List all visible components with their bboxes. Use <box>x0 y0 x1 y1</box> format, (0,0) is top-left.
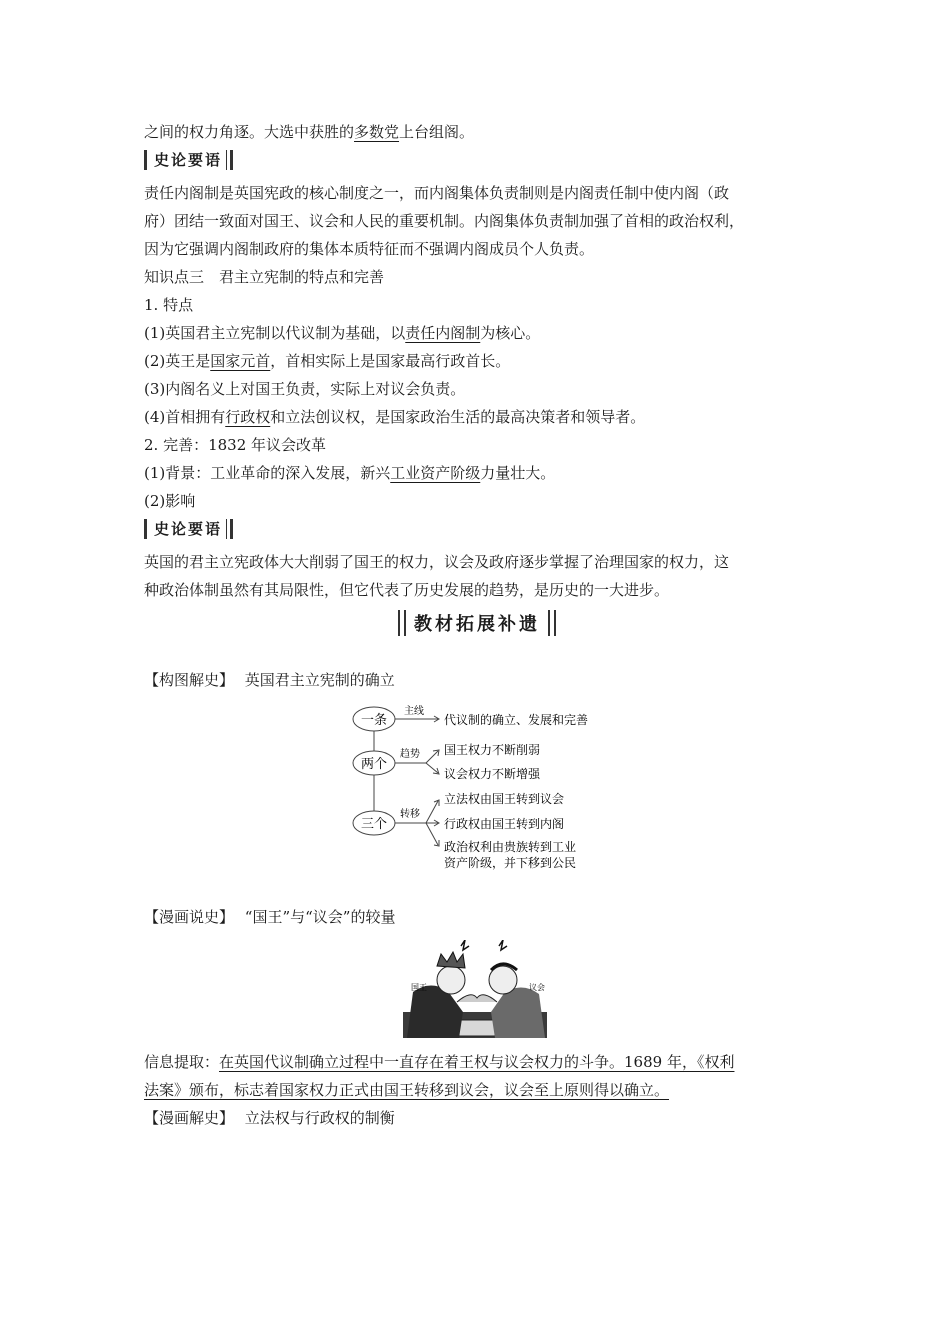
leaf-1: 代议制的确立、发展和完善 <box>444 713 589 727</box>
edge-3-label: 转移 <box>400 809 420 820</box>
underlined: 责任内阁制 <box>405 324 481 342</box>
features-heading: 1. 特点 <box>144 296 194 314</box>
tag-bar <box>144 519 147 539</box>
perfect-heading: 2. 完善：1832 年议会改革 <box>144 436 327 454</box>
info-underlined-1: 在英国代议制确立过程中一直存在着王权与议会权力的斗争。1689 年，《权利 <box>219 1053 735 1071</box>
cartoon-label-right: 议会 <box>529 983 545 992</box>
manhua2-label: 【漫画解史】 <box>144 1109 235 1127</box>
info-underlined-2: 法案》颁布，标志着国家权力正式由国王转移到议会，议会至上原则得以确立。 <box>144 1081 670 1099</box>
perfect-item-1 <box>144 459 812 487</box>
underlined: 行政权 <box>225 408 271 426</box>
text: 力量壮大。 <box>480 464 556 482</box>
edge-1-label: 主线 <box>404 706 424 717</box>
manhua1-heading <box>144 906 395 928</box>
tag-bar <box>226 519 227 539</box>
para1-line: 责任内阁制是英国宪政的核心制度之一，而内阁集体负责制则是内阁责任制中使内阁（政 <box>144 184 730 202</box>
section-tag-2 <box>144 517 236 541</box>
tag-bar <box>226 150 227 170</box>
intro-underlined: 多数党 <box>354 123 400 141</box>
main-text <box>144 118 812 604</box>
text: (4)首相拥有 <box>144 408 226 426</box>
banner-bar <box>398 610 400 636</box>
leaf-3c-line1: 政治权利由贵族转到工业 <box>444 840 577 854</box>
section-banner <box>396 608 558 638</box>
para1-line: 府）团结一致面对国王、议会和人民的重要机制。内阁集体负责制加强了首相的政治权利， <box>144 212 745 230</box>
edge-2-branch <box>426 751 438 763</box>
text: (1)背景：工业革命的深入发展，新兴 <box>144 464 391 482</box>
leaf-3a: 立法权由国王转到议会 <box>444 792 565 806</box>
perfect-item-2: (2)影响 <box>144 492 196 510</box>
goutu-title: 英国君主立宪制的确立 <box>244 671 395 689</box>
section-tag-1 <box>144 148 236 172</box>
node-2-label: 两个 <box>360 757 388 772</box>
edge-2-label: 趋势 <box>400 749 420 760</box>
text: 为核心。 <box>480 324 541 342</box>
banner-bar <box>554 610 556 636</box>
cartoon-label-left: 国王 <box>411 983 427 992</box>
cartoon-box <box>459 1020 495 1036</box>
para2-line: 英国的君主立宪政体大大削弱了国王的权力，议会及政府逐步掌握了治理国家的权力，这 <box>144 553 730 571</box>
info-line-1 <box>144 1048 812 1076</box>
text: (2)英王是 <box>144 352 211 370</box>
banner-bar <box>404 610 406 636</box>
node-1-label: 一条 <box>360 713 388 728</box>
underlined: 国家元首 <box>210 352 271 370</box>
leaf-2a: 国王权力不断削弱 <box>444 743 541 757</box>
goutu-label: 【构图解史】 <box>144 671 235 689</box>
text: ，首相实际上是国家最高行政首长。 <box>270 352 511 370</box>
banner-title: 教材拓展补遗 <box>414 614 540 635</box>
cartoon-image <box>399 940 551 1040</box>
intro-line <box>144 118 812 146</box>
edge-3-branch <box>426 823 438 845</box>
leaf-3c-line2: 资产阶级，并下移到公民 <box>444 856 577 870</box>
tag-label: 史论要语 <box>154 520 223 538</box>
tag-bar <box>144 150 147 170</box>
leaf-2b: 议会权力不断增强 <box>444 767 541 781</box>
feature-item-4 <box>144 403 812 431</box>
edge-3-branch <box>426 801 438 823</box>
manhua1-label: 【漫画说史】 <box>144 908 235 926</box>
banner-bar <box>548 610 550 636</box>
para2-line: 种政治体制虽然有其局限性，但它代表了历史发展的趋势，是历史的一大进步。 <box>144 581 670 599</box>
manhua1-title: “国王”与“议会”的较量 <box>244 908 396 926</box>
king-head <box>437 966 465 994</box>
info-line-2 <box>144 1076 812 1104</box>
feature-item-2 <box>144 347 812 375</box>
leaf-3b: 行政权由国王转到内阁 <box>444 817 565 831</box>
tag-label: 史论要语 <box>154 151 223 169</box>
feature-item-3: (3)内阁名义上对国王负责，实际上对议会负责。 <box>144 380 466 398</box>
structure-diagram <box>352 703 612 873</box>
manhua2-title: 立法权与行政权的制衡 <box>244 1109 395 1127</box>
para1-line: 因为它强调内阁制政府的集体本质特征而不强调内阁成员个人负责。 <box>144 240 595 258</box>
intro-text: 之间的权力角逐。大选中获胜的 <box>144 123 355 141</box>
intro-text-end: 上台组阁。 <box>399 123 475 141</box>
underlined: 工业资产阶级 <box>390 464 481 482</box>
goutu-heading <box>144 669 395 691</box>
text: (1)英国君主立宪制以代议制为基础，以 <box>144 324 406 342</box>
parliament-head <box>489 966 517 994</box>
manhua2-heading <box>144 1104 812 1132</box>
info-extraction <box>144 1048 812 1132</box>
edge-2-branch <box>426 763 438 773</box>
tag-bar <box>230 150 233 170</box>
section-heading: 知识点三 君主立宪制的特点和完善 <box>144 268 385 286</box>
info-label: 信息提取： <box>144 1053 220 1071</box>
feature-item-1 <box>144 319 812 347</box>
text: 和立法创议权，是国家政治生活的最高决策者和领导者。 <box>270 408 646 426</box>
node-3-label: 三个 <box>360 817 388 832</box>
tag-bar <box>230 519 233 539</box>
